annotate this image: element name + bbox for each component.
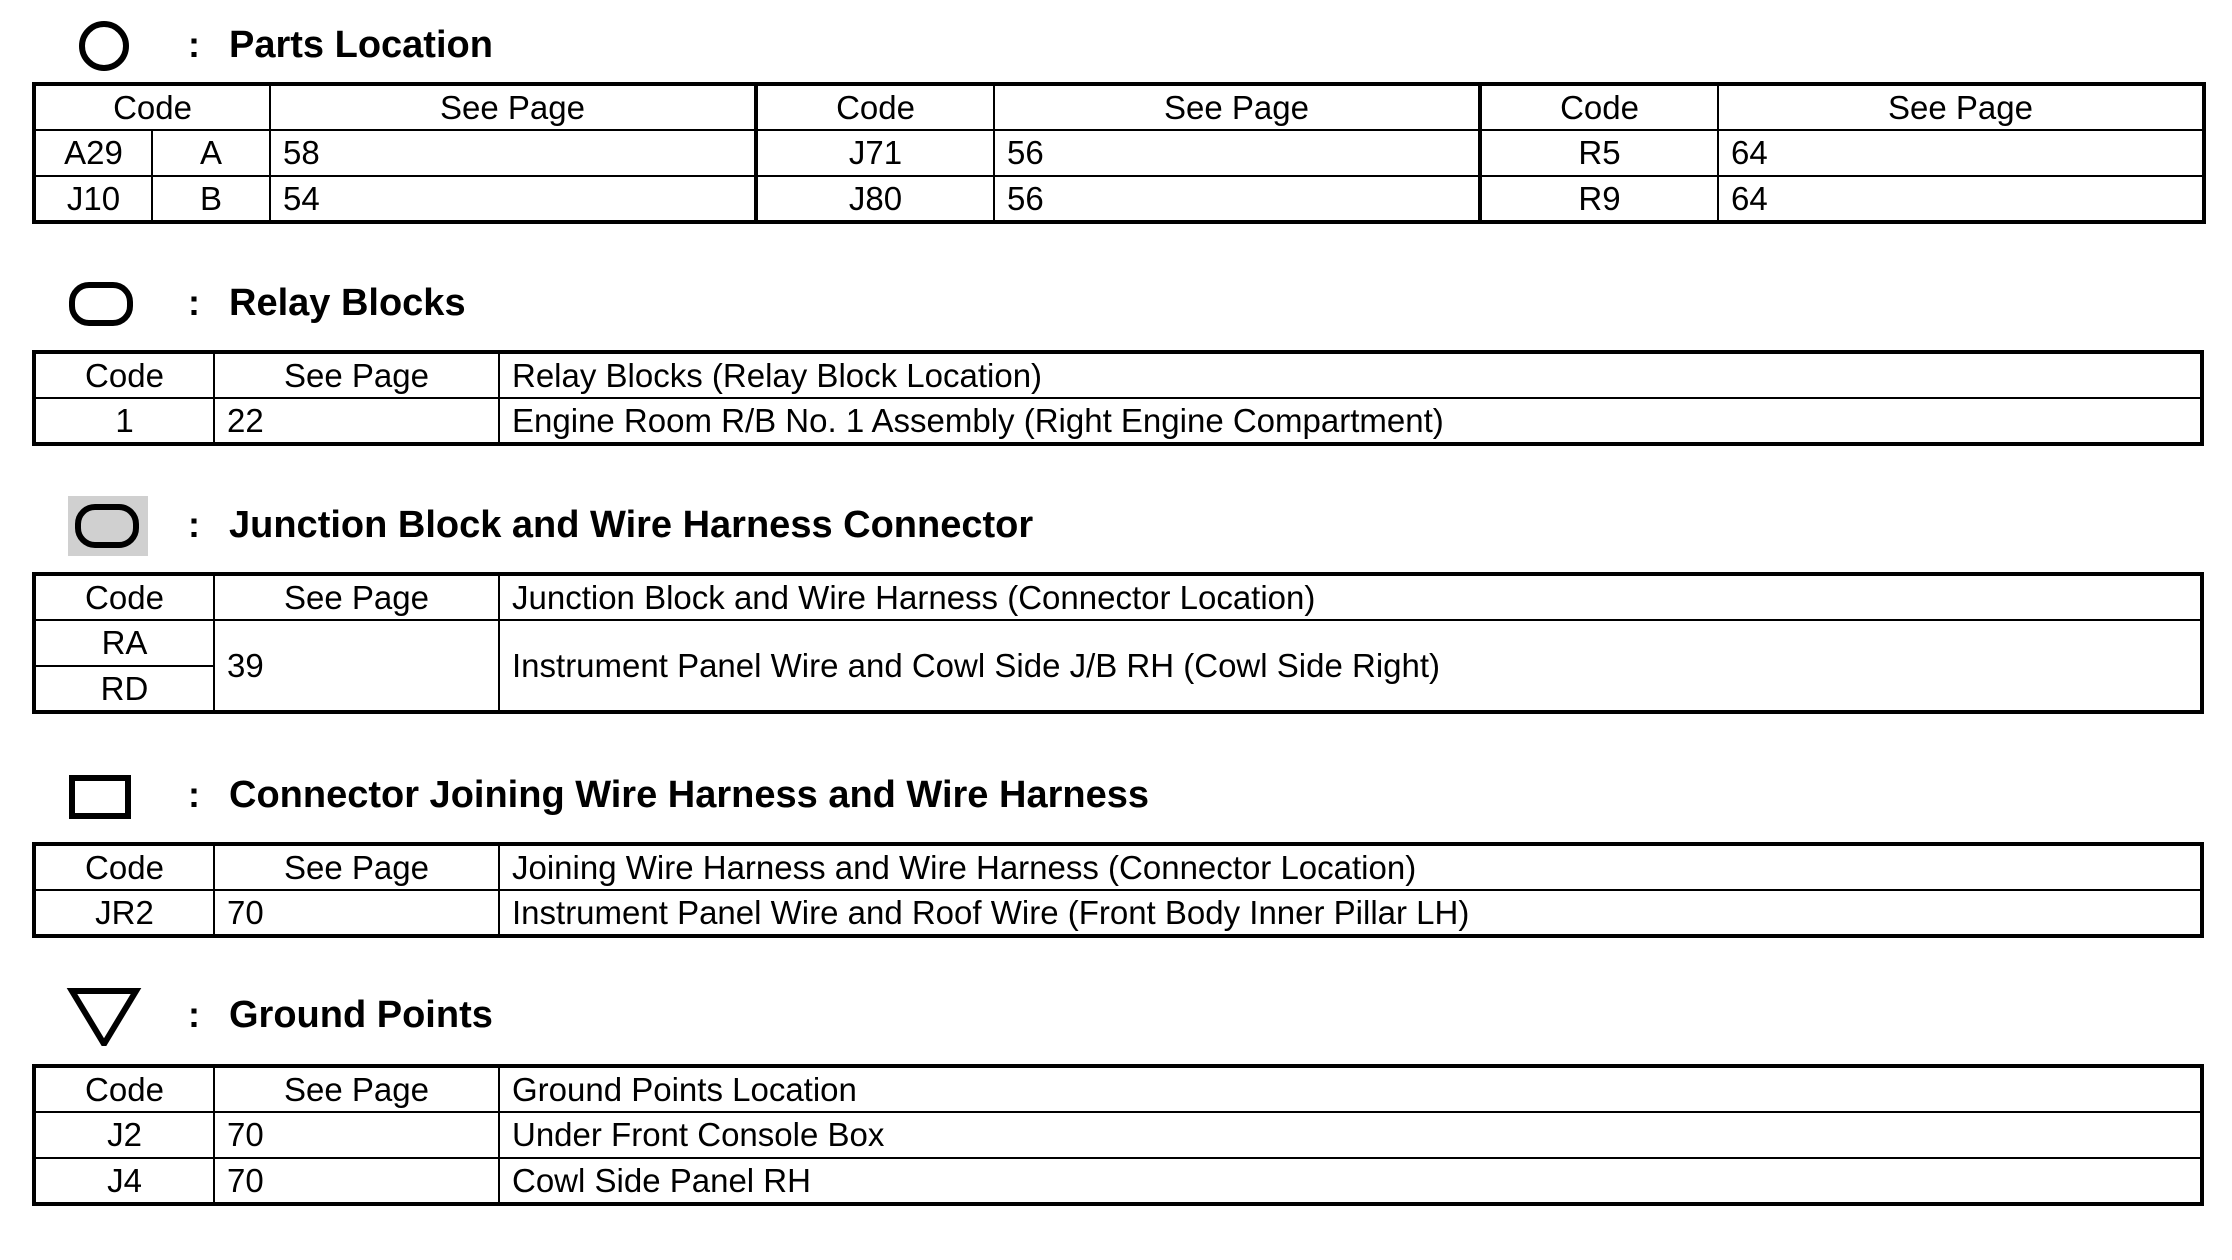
description-header: Ground Points Location: [499, 1066, 2202, 1112]
section-title: Ground Points: [229, 994, 493, 1036]
code-cell: J80: [756, 176, 994, 222]
shaded-rounded-rect-icon: [64, 496, 160, 556]
code-cell: J2: [34, 1112, 214, 1158]
rounded-rect-icon: [64, 274, 160, 334]
heading-colon: :: [188, 24, 200, 65]
description-cell: Cowl Side Panel RH: [499, 1158, 2202, 1204]
code-cell: RA: [34, 620, 214, 666]
section-title: Parts Location: [229, 24, 493, 66]
page-cell: 39: [214, 620, 499, 712]
section-title: Connector Joining Wire Harness and Wire Harness: [229, 774, 1149, 816]
see-page-header: See Page: [994, 84, 1480, 130]
table-row: [34, 130, 2204, 176]
triangle-down-icon: [64, 986, 160, 1046]
circle-icon: [64, 16, 160, 76]
sub-code-cell: A: [152, 130, 270, 176]
page-cell: 70: [214, 1112, 499, 1158]
page-cell: 56: [994, 130, 1480, 176]
connector-joining-table: [32, 842, 2204, 938]
heading-colon: :: [188, 504, 200, 545]
page-cell: 56: [994, 176, 1480, 222]
table-header-row: [34, 574, 2202, 620]
see-page-header: See Page: [1718, 84, 2204, 130]
see-page-header: See Page: [214, 352, 499, 398]
table-row: [34, 176, 2204, 222]
code-cell: R5: [1480, 130, 1718, 176]
junction-block-heading: [64, 496, 1664, 556]
code-header: Code: [34, 844, 214, 890]
junction-block-table: [32, 572, 2204, 714]
code-cell: R9: [1480, 176, 1718, 222]
page-cell: 64: [1718, 130, 2204, 176]
description-header: Joining Wire Harness and Wire Harness (Connector Location): [499, 844, 2202, 890]
table-header-row: [34, 1066, 2202, 1112]
page-cell: 22: [214, 398, 499, 444]
see-page-header: See Page: [214, 574, 499, 620]
code-cell: RD: [34, 666, 214, 712]
table-header-row: [34, 352, 2202, 398]
page-cell: 58: [270, 130, 756, 176]
table-row: [34, 398, 2202, 444]
description-cell: Engine Room R/B No. 1 Assembly (Right Engine Compartment): [499, 398, 2202, 444]
parts-location-table: [32, 82, 2206, 224]
section-title: Junction Block and Wire Harness Connector: [229, 504, 1034, 546]
code-header: Code: [1480, 84, 1718, 130]
code-header: Code: [756, 84, 994, 130]
heading-colon: :: [188, 774, 200, 815]
table-header-row: [34, 844, 2202, 890]
code-cell: J10: [34, 176, 152, 222]
description-header: Junction Block and Wire Harness (Connector Location): [499, 574, 2202, 620]
code-header: Code: [34, 1066, 214, 1112]
code-cell: JR2: [34, 890, 214, 936]
ground-points-heading: [64, 986, 1664, 1046]
sub-code-cell: B: [152, 176, 270, 222]
see-page-header: See Page: [214, 1066, 499, 1112]
code-header: Code: [34, 84, 270, 130]
code-header: Code: [34, 574, 214, 620]
relay-blocks-table: [32, 350, 2204, 446]
table-row: [34, 890, 2202, 936]
parts-location-heading: [64, 16, 1664, 76]
table-row: [34, 620, 2202, 666]
description-cell: Instrument Panel Wire and Cowl Side J/B RH (Cowl Side Right): [499, 620, 2202, 712]
code-header: Code: [34, 352, 214, 398]
see-page-header: See Page: [214, 844, 499, 890]
table-row: [34, 1112, 2202, 1158]
rectangle-icon: [64, 766, 160, 826]
ground-points-table: [32, 1064, 2204, 1206]
page-cell: 54: [270, 176, 756, 222]
code-cell: J4: [34, 1158, 214, 1204]
table-row: [34, 1158, 2202, 1204]
page-cell: 64: [1718, 176, 2204, 222]
code-cell: A29: [34, 130, 152, 176]
code-cell: 1: [34, 398, 214, 444]
section-title: Relay Blocks: [229, 282, 466, 324]
code-cell: J71: [756, 130, 994, 176]
description-cell: Under Front Console Box: [499, 1112, 2202, 1158]
page-cell: 70: [214, 1158, 499, 1204]
description-cell: Instrument Panel Wire and Roof Wire (Front Body Inner Pillar LH): [499, 890, 2202, 936]
see-page-header: See Page: [270, 84, 756, 130]
description-header: Relay Blocks (Relay Block Location): [499, 352, 2202, 398]
table-header-row: [34, 84, 2204, 130]
relay-blocks-heading: [64, 274, 1664, 334]
heading-colon: :: [188, 282, 200, 323]
connector-joining-heading: [64, 766, 1664, 826]
heading-colon: :: [188, 994, 200, 1035]
page-cell: 70: [214, 890, 499, 936]
